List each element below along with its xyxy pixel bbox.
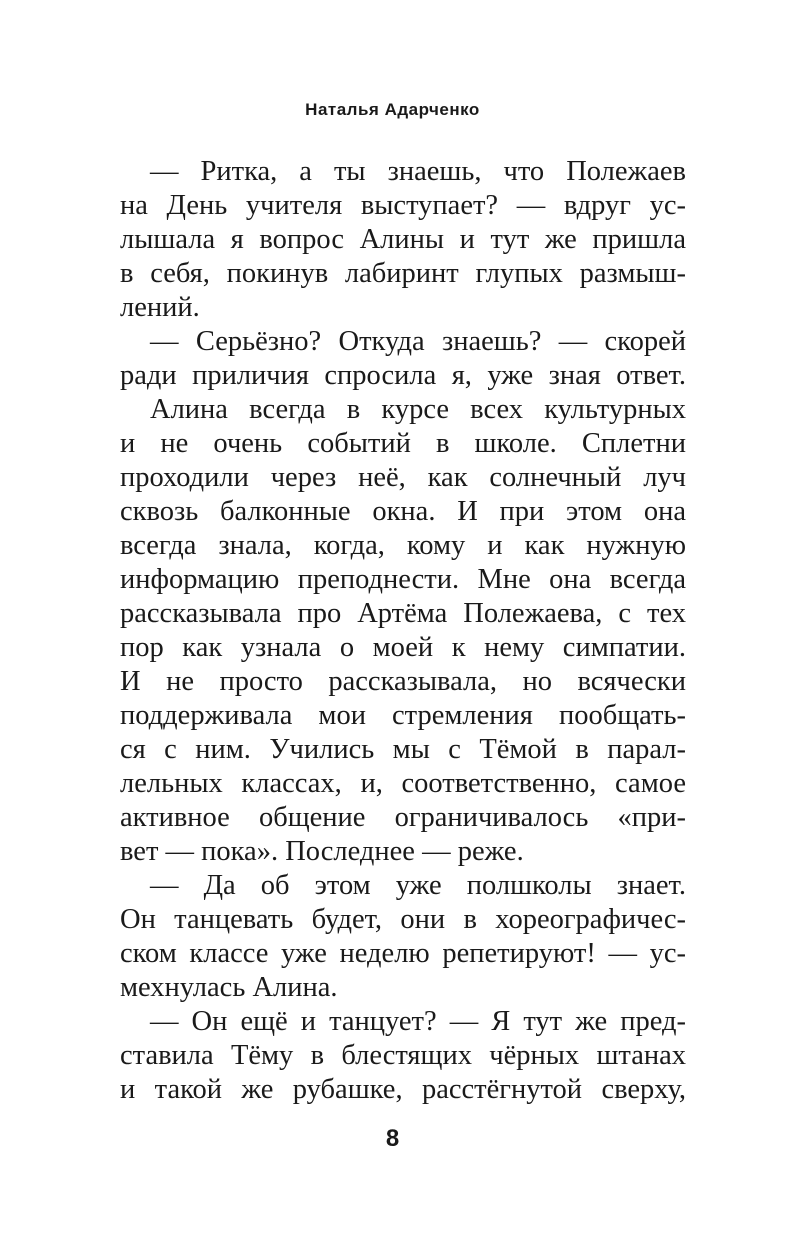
text-line: сквозь балконные окна. И при этом она	[120, 496, 686, 527]
text-line: рассказывала про Артёма Полежаева, с тех	[120, 598, 686, 629]
text-line: и такой же рубашке, расстёгнутой сверху,	[120, 1074, 686, 1105]
text-line: на День учителя выступает? — вдруг ус-	[120, 190, 686, 221]
text-line: лений.	[120, 292, 200, 323]
text-line: поддерживала мои стремления пообщать-	[120, 700, 686, 731]
text-line: ради приличия спросила я, уже зная ответ.	[120, 360, 686, 391]
text-line: мехнулась Алина.	[120, 972, 338, 1003]
text-line: — Ритка, а ты знаешь, что Полежаев	[150, 156, 686, 187]
text-line: ском классе уже неделю репетируют! — ус-	[120, 938, 686, 969]
text-line: информацию преподнести. Мне она всегда	[120, 564, 686, 595]
page-number: 8	[385, 1125, 400, 1152]
body-text	[120, 155, 686, 1107]
text-line: Алина всегда в курсе всех культурных	[150, 394, 686, 425]
text-line: лышала я вопрос Алины и тут же пришла	[120, 224, 686, 255]
text-line: пор как узнала о моей к нему симпатии.	[120, 632, 686, 663]
text-line: вет — пока». Последнее — реже.	[120, 836, 524, 867]
text-line: — Да об этом уже полшколы знает.	[150, 870, 686, 901]
text-line: в себя, покинув лабиринт глупых размыш-	[120, 258, 686, 289]
text-line: ставила Тёму в блестящих чёрных штанах	[120, 1040, 686, 1071]
text-line: Он танцевать будет, они в хореографичес-	[120, 904, 686, 935]
running-header-author: Наталья Адарченко	[305, 100, 480, 119]
text-line: И не просто рассказывала, но всячески	[120, 666, 686, 697]
text-line: проходили через неё, как солнечный луч	[120, 462, 686, 493]
text-line: всегда знала, когда, кому и как нужную	[120, 530, 686, 561]
text-line: и не очень событий в школе. Сплетни	[120, 428, 686, 459]
text-line: — Серьёзно? Откуда знаешь? — скорей	[150, 326, 686, 357]
text-line: лельных классах, и, соответственно, самое	[120, 768, 686, 799]
text-line: ся с ним. Учились мы с Тёмой в парал-	[120, 734, 686, 765]
text-line: активное общение ограничивалось «при-	[120, 802, 686, 833]
text-line: — Он ещё и танцует? — Я тут же пред-	[150, 1006, 686, 1037]
